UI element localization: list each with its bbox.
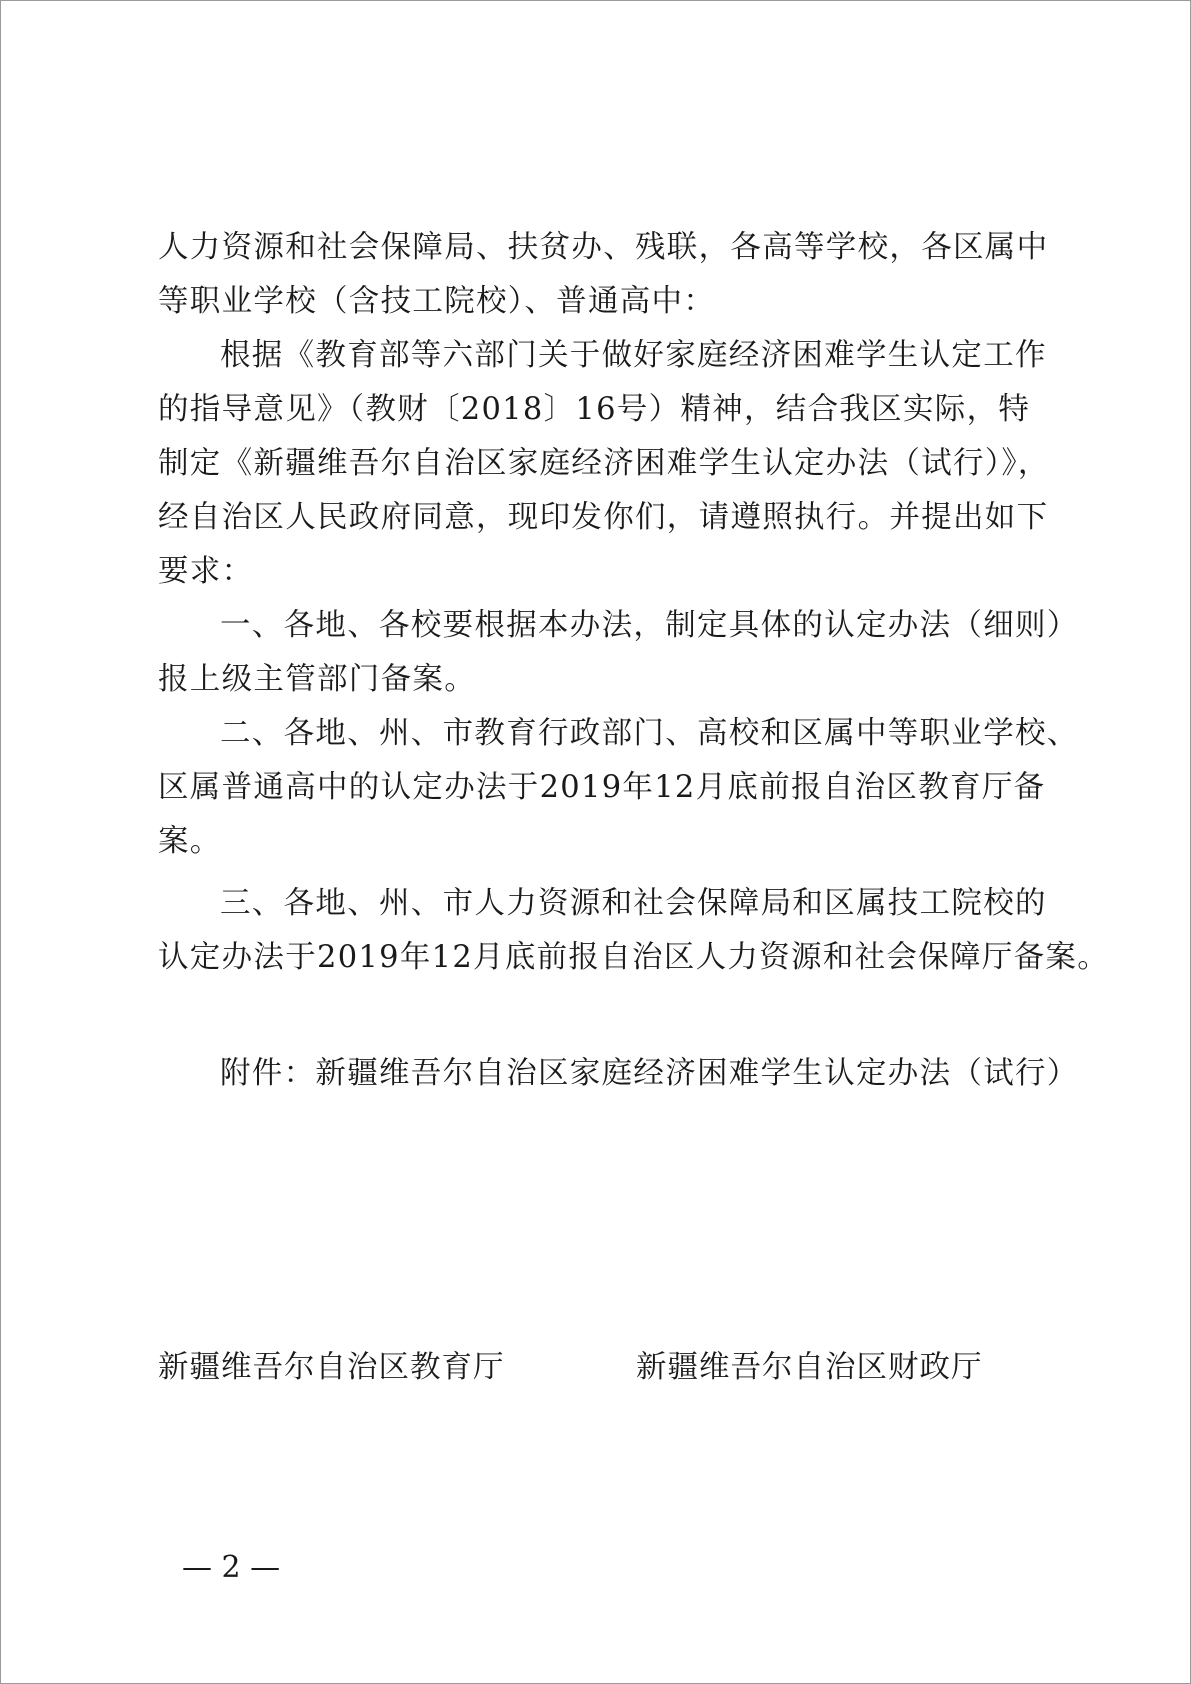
- signature-finance-department: 新疆维吾尔自治区财政厅: [636, 1350, 983, 1385]
- intro-line-1: 人力资源和社会保障局、扶贫办、残联，各高等学校，各区属中: [158, 230, 1049, 265]
- item-two-line-3: 案。: [158, 824, 222, 859]
- intro-line-2: 等职业学校（含技工院校）、普通高中：: [158, 284, 716, 319]
- body-line-4: 经自治区人民政府同意，现印发你们，请遵照执行。并提出如下: [158, 500, 1049, 535]
- item-one-line-2: 报上级主管部门备案。: [158, 662, 476, 697]
- body-line-3: 制定《新疆维吾尔自治区家庭经济困难学生认定办法（试行）》，: [158, 446, 1050, 481]
- body-line-1: 根据《教育部等六部门关于做好家庭经济困难学生认定工作: [220, 338, 1047, 373]
- body-line-5: 要求：: [158, 554, 254, 589]
- page-number: — 2 —: [182, 1550, 281, 1585]
- item-one-line-1: 一、各地、各校要根据本办法，制定具体的认定办法（细则）: [220, 608, 1079, 643]
- item-two-line-1: 二、各地、州、市教育行政部门、高校和区属中等职业学校、: [220, 716, 1079, 751]
- item-three-line-1: 三、各地、州、市人力资源和社会保障局和区属技工院校的: [220, 886, 1047, 921]
- signature-education-department: 新疆维吾尔自治区教育厅: [158, 1350, 505, 1385]
- attachment-line: 附件：新疆维吾尔自治区家庭经济困难学生认定办法（试行）: [220, 1056, 1079, 1091]
- item-three-line-2: 认定办法于2019年12月底前报自治区人力资源和社会保障厅备案。: [158, 940, 1110, 975]
- item-two-line-2: 区属普通高中的认定办法于2019年12月底前报自治区教育厅备: [158, 770, 1046, 805]
- body-line-2: 的指导意见》（教财〔2018〕16号）精神，结合我区实际，特: [158, 392, 1031, 427]
